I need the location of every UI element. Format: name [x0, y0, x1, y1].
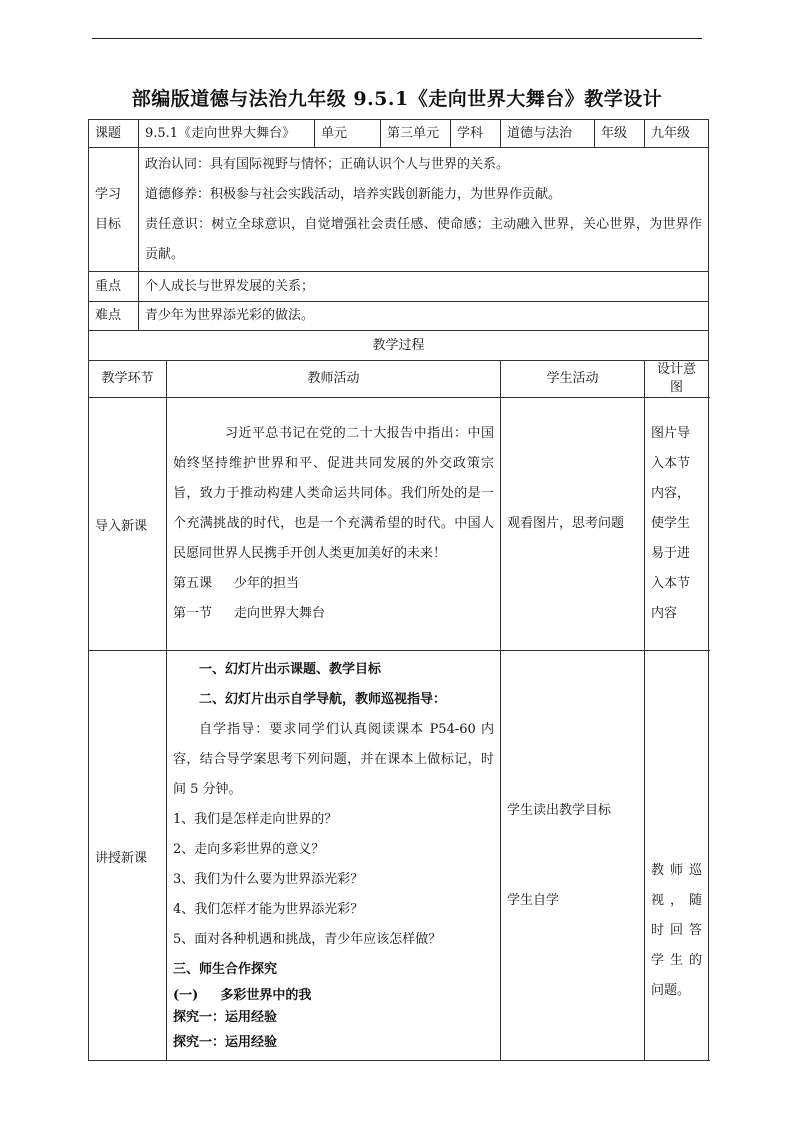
question-4: 4、我们怎样才能为世界添光彩？ — [173, 901, 364, 917]
goals-label: 学习 目标 — [89, 148, 139, 272]
student-activity-2: 学生自学 — [507, 892, 560, 908]
goal-item: 责任意识：树立全球意识，自觉增强社会责任感、使命感；主动融入世界，关心世界，为世界作贡献。 — [145, 216, 703, 262]
subsection-line: (一) 多彩世界中的我 — [173, 987, 312, 1003]
subject-label: 学科 — [451, 120, 501, 148]
self-study-guide: 自学指导：要求同学们认真阅读课本 P54-60 内容，结合导学案思考下列问题，并在课本上做标记，时间 5 分钟。 — [173, 721, 495, 797]
process-title: 教学过程 — [89, 331, 709, 361]
new-lesson-student — [501, 651, 645, 1061]
step-2: 二、幻灯片出示自学导航，教师巡视指导： — [199, 691, 447, 707]
goals-list — [139, 148, 709, 272]
intro-stage: 导入新课 — [89, 398, 167, 651]
design-intent: 教师巡视，随时回答学生的问题。 — [651, 862, 703, 998]
intro-section-line: 第一节 走向世界大舞台 — [173, 606, 326, 621]
intro-paragraph: 习近平总书记在党的二十大报告中指出：中国始终坚持维护世界和平、促进共同发展的外交政策宗旨，致力于推动构建人类命运共同体。我们所处的是一个充满挑战的时代，也是一个充满希望的时代。中国人民愿同世界人民携手开创人类更加美好的未来！ — [173, 426, 495, 561]
header-intent: 设计意图 — [645, 361, 709, 398]
new-lesson-intent — [645, 651, 709, 1061]
difficulty-label: 难点 — [89, 302, 139, 331]
header-teacher: 教师活动 — [167, 361, 501, 398]
key-point-value: 个人成长与世界发展的关系； — [139, 272, 709, 302]
header-student: 学生活动 — [501, 361, 645, 398]
explore-2: 探究一：运用经验 — [173, 1034, 278, 1050]
grade-value: 九年级 — [645, 120, 709, 148]
info-row — [89, 120, 709, 148]
intro-teacher — [167, 398, 501, 651]
step-3: 三、师生合作探究 — [173, 961, 278, 977]
new-lesson-stage: 讲授新课 — [89, 651, 167, 1061]
intro-intent: 图片导入本节内容，使学生易于进入本节内容 — [645, 398, 709, 651]
question-5: 5、面对各种机遇和挑战，青少年应该怎样做？ — [173, 931, 442, 947]
lesson-plan-table — [88, 119, 709, 1061]
key-point-label: 重点 — [89, 272, 139, 302]
step-1: 一、幻灯片出示课题、教学目标 — [199, 661, 382, 677]
header-rule — [92, 38, 702, 39]
subject-value: 道德与法治 — [501, 120, 595, 148]
question-2: 2、走向多彩世界的意义？ — [173, 841, 325, 857]
difficulty-row — [89, 302, 709, 331]
process-title-row — [89, 331, 709, 361]
intro-student: 观看图片，思考问题 — [501, 398, 645, 651]
difficulty-value: 青少年为世界添光彩的做法。 — [139, 302, 709, 331]
document-title: 部编版道德与法治九年级 9.5.1《走向世界大舞台》教学设计 — [131, 88, 663, 110]
question-3: 3、我们为什么要为世界添光彩？ — [173, 871, 364, 887]
grade-label: 年级 — [595, 120, 645, 148]
goals-row — [89, 148, 709, 272]
header-stage: 教学环节 — [89, 361, 167, 398]
unit-value: 第三单元 — [381, 120, 451, 148]
topic-value: 9.5.1《走向世界大舞台》 — [139, 120, 315, 148]
explore-1: 探究一：运用经验 — [173, 1009, 278, 1025]
intro-row — [89, 398, 709, 651]
key-point-row — [89, 272, 709, 302]
intro-lesson-line: 第五课 少年的担当 — [173, 576, 300, 591]
unit-label: 单元 — [315, 120, 381, 148]
goal-item: 道德修养：积极参与社会实践活动，培养实践创新能力，为世界作贡献。 — [145, 186, 562, 202]
question-1: 1、我们是怎样走向世界的？ — [173, 811, 338, 827]
new-lesson-teacher — [167, 651, 501, 1061]
goal-item: 政治认同：具有国际视野与情怀；正确认识个人与世界的关系。 — [145, 156, 510, 172]
process-header-row — [89, 361, 709, 398]
new-lesson-row — [89, 651, 709, 1061]
student-activity-1: 学生读出教学目标 — [507, 802, 612, 818]
topic-label: 课题 — [89, 120, 139, 148]
